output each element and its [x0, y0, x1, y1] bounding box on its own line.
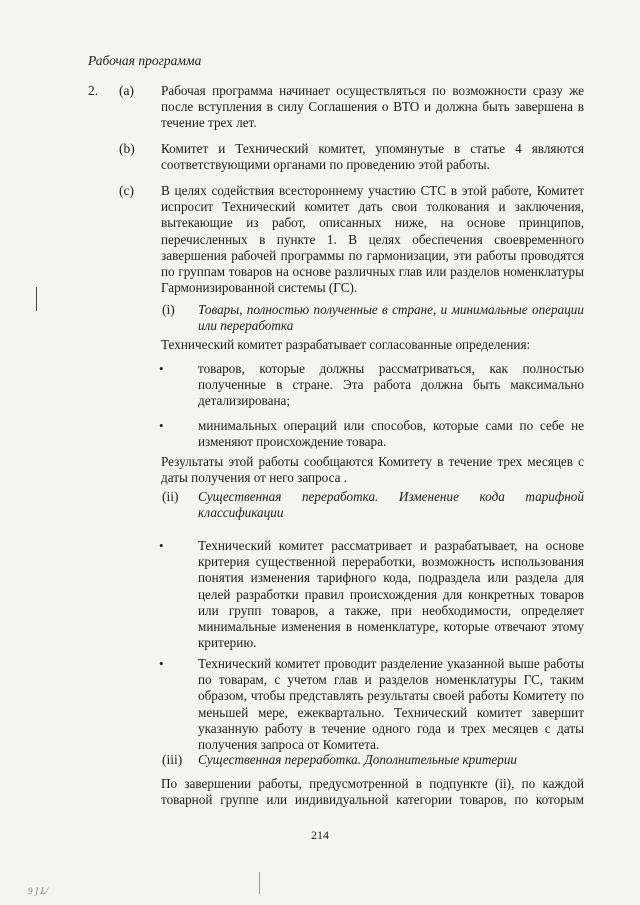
- result-i: Результаты этой работы сообщаются Комитету в течение трех месяцев с даты получения от него запроса .: [161, 454, 584, 486]
- scan-margin-mark: [36, 287, 37, 311]
- section-number: 2.: [88, 83, 99, 98]
- sub-i-title: Товары, полностью полученные в стране, и минимальные операции или переработка: [198, 302, 584, 334]
- item-c-text: В целях содействия всестороннему участию СТС в этой работе, Комитет испросит Технический комитет дать свои толкования и заключения, вытекающие из работ, описанных ниже, на основе принципов, перечисленных в пункте 1. В целях обеспечения своевременного завершения рабочей программы по гармонизации, эти работы проводятся по группам товаров на основе различных глав или разделов номенклатуры Гармонизированной системы (ГС).: [161, 183, 584, 296]
- bullet-i-2: минимальных операций или способов, которые сами по себе не изменяют происхождение товара.: [198, 418, 584, 450]
- sub-ii-title: Существенная переработка. Изменение кода тарифной классификации: [198, 489, 584, 521]
- scan-margin-mark: [259, 872, 260, 894]
- item-a-label: (a): [119, 83, 134, 98]
- para-iii: По завершении работы, предусмотренной в подпункте (ii), по каждой товарной группе или индивидуальной категории товаров, по которым: [161, 776, 584, 808]
- page-number: 214: [311, 828, 329, 842]
- bullet-ii-1: Технический комитет рассматривает и разрабатывает, на основе критерия существенной переработки, возможность использования понятия изменения тарифного кода, подраздела или раздела для целей разработки правил происхождения для конкретных товаров или групп товаров, а также, при необходимости, определяет минимальные изменения в номенклатуре, которые отвечают этому критерию.: [198, 538, 584, 651]
- item-a-text: Рабочая программа начинает осуществляться по возможности сразу же после вступления в силу Соглашения о ВТО и должна быть завершена в течение трех лет.: [161, 83, 584, 131]
- item-b-text: Комитет и Технический комитет, упомянутые в статье 4 являются соответствующими органами по проведению этой работы.: [161, 141, 584, 173]
- scan-mark: 9 ] L/: [28, 886, 49, 896]
- sub-ii-label: (ii): [162, 489, 179, 504]
- bullet-marker: •: [159, 656, 164, 671]
- bullet-marker: •: [159, 418, 164, 433]
- bullet-ii-2: Технический комитет проводит разделение указанной выше работы по товарам, с учетом глав и разделов номенклатуры ГС, таким образом, чтобы представлять результаты своей работы Комитету по меньшей мере, ежеквартально. Технический комитет завершит указанную работу в течение одного года и трех месяцев с даты получения запроса от Комитета.: [198, 656, 584, 753]
- item-c-label: (c): [119, 183, 134, 198]
- sub-iii-title: Существенная переработка. Дополнительные критерии: [198, 752, 518, 767]
- intro-i: Технический комитет разрабатывает согласованные определения:: [161, 337, 531, 352]
- bullet-i-1: товаров, которые должны рассматриваться, как полностью полученные в стране. Эта работа должна быть максимально детализирована;: [198, 361, 584, 409]
- sub-iii-label: (iii): [162, 752, 183, 767]
- item-b-label: (b): [119, 141, 135, 156]
- bullet-marker: •: [159, 361, 164, 376]
- sub-i-label: (i): [162, 302, 175, 317]
- bullet-marker: •: [159, 538, 164, 553]
- running-header: Рабочая программа: [88, 53, 202, 68]
